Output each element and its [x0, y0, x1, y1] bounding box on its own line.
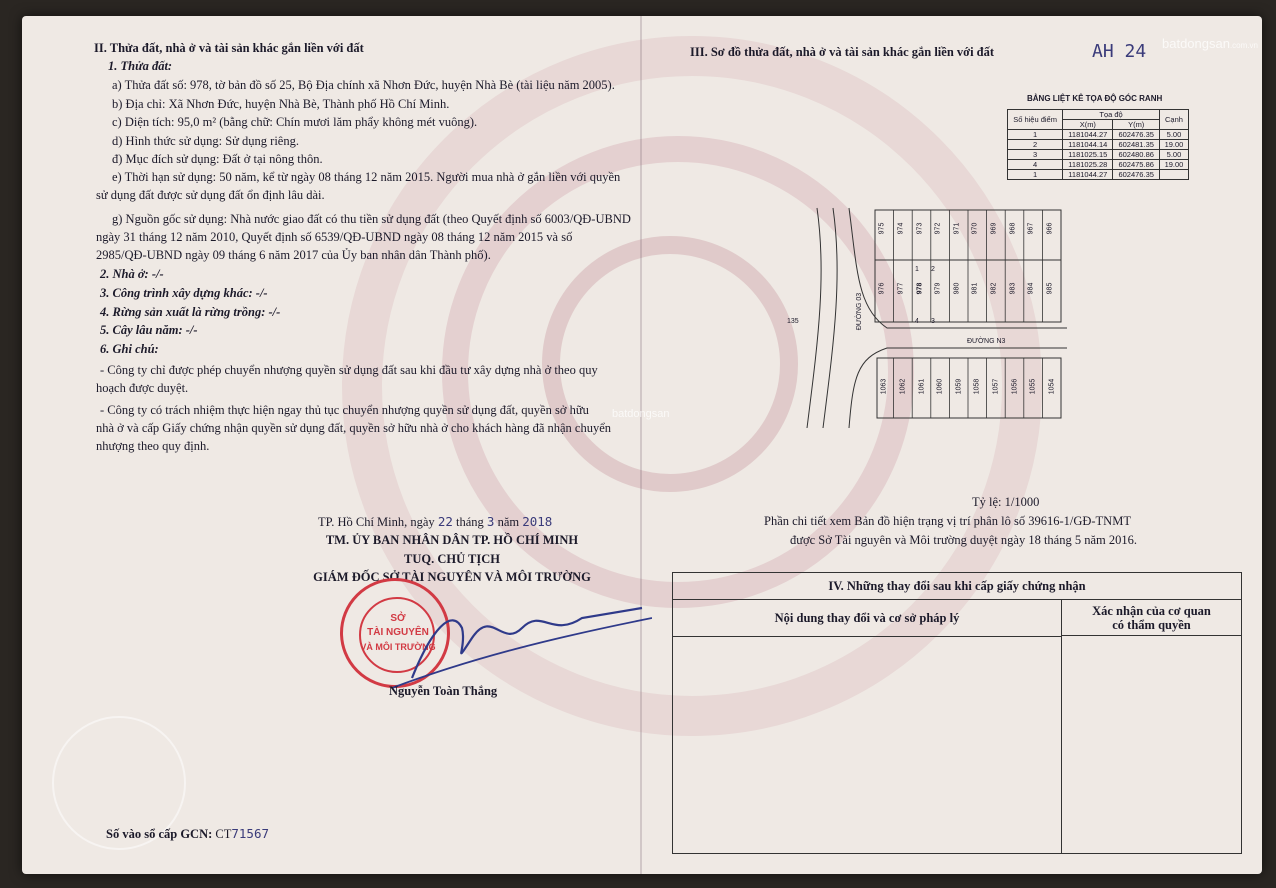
map-label: ĐƯỜNG N3 — [967, 338, 1006, 345]
map-detail-line2: được Sở Tài nguyên và Môi trường duyệt ngày 18 tháng 5 năm 2016. — [790, 533, 1137, 547]
lot-number: 1063 — [880, 378, 888, 395]
corner-point: 2 — [931, 266, 935, 273]
lot-number: 977 — [897, 282, 905, 295]
date-year: 2018 — [522, 514, 553, 529]
coord-row: 2 1181044.14 602481.35 19.00 — [1008, 140, 1189, 150]
lot-number: 1062 — [899, 378, 907, 395]
map-label: ĐƯỜNG 03 — [856, 292, 864, 331]
lot-number: 976 — [878, 282, 886, 295]
lot-number: 968 — [1008, 222, 1016, 235]
section-heading: II. Thửa đất, nhà ở và tài sản khác gắn liền với đất — [94, 41, 364, 55]
lot-number: 984 — [1027, 282, 1035, 295]
section-4: 4. Rừng sản xuất là rừng trồng: -/- — [100, 305, 281, 319]
lot-number: 1057 — [992, 378, 1000, 395]
changes-col-content: Nội dung thay đổi và cơ sở pháp lý — [673, 600, 1062, 637]
item-e-line2: sử dụng đất được sử dụng đất ổn định lâu dài. — [96, 188, 325, 202]
section-6: 6. Ghi chú: — [100, 342, 159, 356]
changes-col-confirm: Xác nhận của cơ quan có thẩm quyền — [1062, 600, 1241, 636]
lot-number: 971 — [953, 222, 961, 235]
coord-table-title: BẢNG LIỆT KÊ TỌA ĐỘ GÓC RANH — [1027, 94, 1163, 103]
signer-org: TM. ỦY BAN NHÂN DÂN TP. HỒ CHÍ MINH — [325, 533, 579, 547]
lot-number: 1056 — [1010, 378, 1018, 395]
map-scale: Tỷ lệ: 1/1000 — [972, 495, 1040, 509]
corner-point: 1 — [915, 266, 919, 273]
item-d: d) Hình thức sử dụng: Sử dụng riêng. — [112, 134, 299, 148]
lot-number: 985 — [1046, 282, 1054, 295]
coord-row: 1 1181044.27 602476.35 5.00 — [1008, 130, 1189, 140]
right-page — [642, 16, 1262, 874]
lot-number: 983 — [1008, 282, 1016, 295]
red-seal: SỞ TÀI NGUYÊN VÀ MÔI TRƯỜNG — [340, 578, 450, 688]
lot-number: 979 — [934, 282, 942, 295]
coord-table: Số hiệu điểm Tọa độ Cạnh X(m) Y(m) 1 1181044.27 602476.35 5.00 2 1181044.14 602481.35 19.00 3 1181025.15 602480.86 5.00 4 1181025.28 602475.86 19.00 1 1181044.27 602476.35 — [1007, 109, 1189, 180]
lot-number: 1054 — [1047, 378, 1055, 395]
map-detail-line1: Phần chi tiết xem Bản đồ hiện trạng vị trí phân lô số 39616-1/GĐ-TNMT — [764, 514, 1131, 528]
lot-number: 967 — [1027, 222, 1035, 235]
date-month: 3 — [486, 514, 495, 529]
coord-row: 3 1181025.15 602480.86 5.00 — [1008, 150, 1189, 160]
signer-title: GIÁM ĐỐC SỞ TÀI NGUYÊN VÀ MÔI TRƯỜNG — [313, 570, 591, 584]
section-2: 2. Nhà ở: -/- — [100, 267, 164, 281]
registration-number: Số vào sổ cấp GCN: CT71567 — [106, 826, 270, 841]
lot-number: 1058 — [973, 378, 981, 395]
issue-date: TP. Hồ Chí Minh, ngày 22 tháng 3 năm 2018 — [318, 514, 553, 529]
item-b: b) Địa chỉ: Xã Nhơn Đức, huyện Nhà Bè, Thành phố Hồ Chí Minh. — [112, 97, 450, 111]
section-heading: III. Sơ đồ thửa đất, nhà ở và tài sản khác gắn liền với đất — [690, 45, 995, 59]
item-dd: đ) Mục đích sử dụng: Đất ở tại nông thôn. — [112, 152, 323, 166]
lot-number: 974 — [897, 222, 905, 235]
date-day: 22 — [437, 514, 453, 529]
certificate-sheet — [22, 16, 1262, 874]
lot-number: 981 — [971, 282, 979, 295]
changes-table — [672, 572, 1242, 854]
corner-point: 4 — [915, 318, 919, 325]
item-g-line2: ngày 31 tháng 12 năm 2010, Quyết định số 6539/QĐ-UBND ngày 08 tháng 12 năm 2015 và số — [96, 230, 573, 244]
lot-number: 978 — [915, 282, 923, 295]
signer-name: Nguyễn Toàn Thắng — [389, 684, 498, 698]
item-a: a) Thửa đất số: 978, tờ bản đồ số 25, Bộ Địa chính xã Nhơn Đức, huyện Nhà Bè (tài liệu năm 2005). — [112, 78, 615, 92]
lot-number: 966 — [1046, 222, 1054, 235]
corner-point: 3 — [931, 318, 935, 325]
lot-number: 973 — [915, 222, 923, 235]
watermark: batdongsan.com.vn — [1162, 36, 1258, 51]
plot-map — [787, 198, 1067, 428]
section-1: 1. Thửa đất: — [108, 59, 173, 73]
item-e-line1: e) Thời hạn sử dụng: 50 năm, kể từ ngày 08 tháng 12 năm 2015. Người mua nhà ở gắn liền với quyền — [112, 170, 621, 184]
lot-number: 980 — [953, 282, 961, 295]
lot-number: 1059 — [954, 378, 962, 395]
section-5: 5. Cây lâu năm: -/- — [100, 323, 198, 337]
signer-authority: TUQ. CHỦ TỊCH — [404, 552, 500, 566]
map-label: 135 — [787, 318, 799, 325]
lot-number: 1060 — [936, 378, 944, 395]
lot-number: 970 — [971, 222, 979, 235]
section-3: 3. Công trình xây dựng khác: -/- — [100, 286, 268, 300]
lot-number: 969 — [990, 222, 998, 235]
note-2-line1: - Công ty có trách nhiệm thực hiện ngay thủ tục chuyển nhượng quyền sử dụng đất, quyền sở hữu — [100, 403, 589, 417]
note-1-line1: - Công ty chỉ được phép chuyển nhượng quyền sử dụng đất sau khi đầu tư xây dựng nhà ở theo quy — [100, 363, 598, 377]
lot-number: 982 — [990, 282, 998, 295]
lot-number: 1061 — [917, 378, 925, 395]
note-2-line3: nhượng theo quy định. — [96, 439, 210, 453]
coord-row: 1 1181044.27 602476.35 — [1008, 170, 1189, 180]
lot-number: 975 — [878, 222, 886, 235]
watermark-center: batdongsan — [612, 408, 670, 420]
lot-number: 1055 — [1029, 378, 1037, 395]
coord-row: 4 1181025.28 602475.86 19.00 — [1008, 160, 1189, 170]
left-page — [22, 16, 640, 874]
changes-title: IV. Những thay đổi sau khi cấp giấy chứng nhận — [673, 573, 1241, 600]
item-g-line3: 2985/QĐ-UBND ngày 09 tháng 6 năm 2017 của Ủy ban nhân dân Thành phố). — [96, 248, 491, 262]
note-1-line2: hoạch được duyệt. — [96, 381, 189, 395]
item-g-line1: g) Nguồn gốc sử dụng: Nhà nước giao đất có thu tiền sử dụng đất (theo Quyết định số 6003/QĐ-UBND — [112, 212, 631, 226]
handwritten-note: AH 24 — [1092, 41, 1147, 62]
note-2-line2: nhà ở và cấp Giấy chứng nhận quyền sử dụng đất, quyền sở hữu nhà ở cho khách hàng đã nhận chuyển — [96, 421, 612, 435]
lot-number: 972 — [934, 222, 942, 235]
item-c: c) Diện tích: 95,0 m² (bằng chữ: Chín mươi lăm phẩy không mét vuông). — [112, 115, 478, 129]
